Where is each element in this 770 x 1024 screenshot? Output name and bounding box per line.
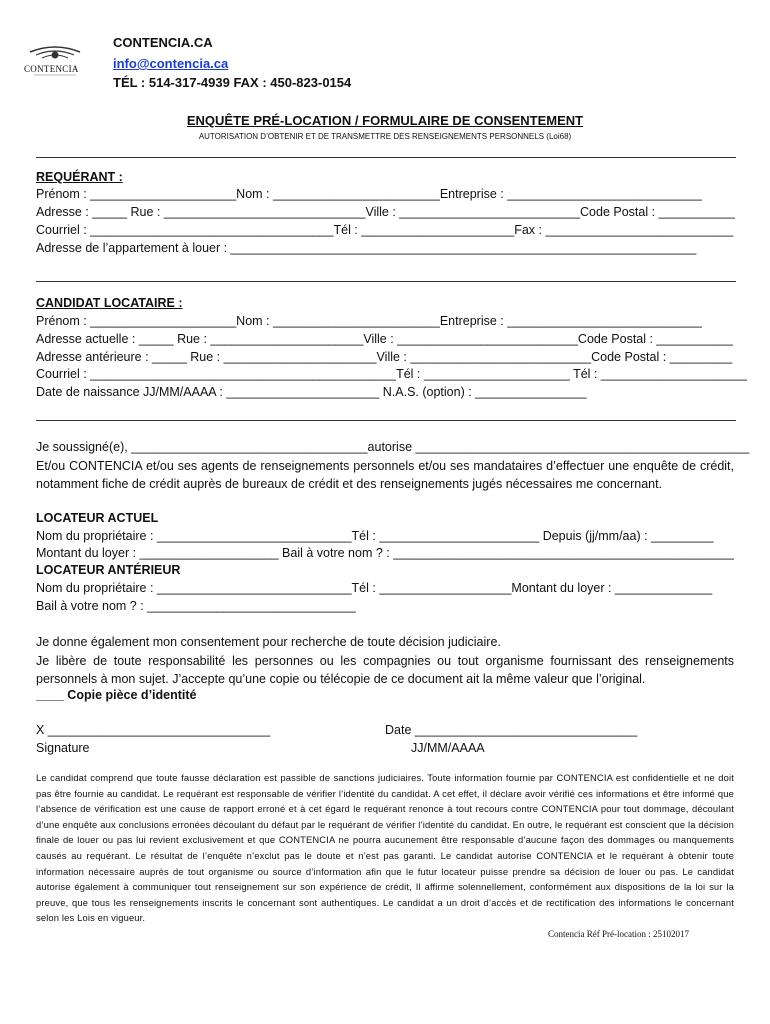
locateur-actuel-rent-line[interactable]: Montant du loyer : ____________________ Bail à votre nom ? : _________________________________________________ — [36, 546, 734, 560]
divider — [36, 281, 736, 282]
consent-line[interactable]: Je soussigné(e), __________________________________autorise ________________________________________________ — [36, 440, 750, 454]
id-copy-blank[interactable]: ____ — [36, 688, 64, 702]
liability-paragraph: Je libère de toute responsabilité les personnes ou les compagnies ou tout organisme fournissant des renseignements personnels à mon sujet. J’accepte qu’une copie ou télécopie de ce document ait la même valeur que l’original. — [36, 654, 734, 686]
locateur-anterieur-owner-line[interactable]: Nom du propriétaire : ____________________________Tél : ___________________Montant du loyer : ______________ — [36, 581, 713, 595]
contencia-logo — [22, 40, 88, 86]
company-name: CONTENCIA.CA — [113, 35, 213, 50]
candidat-line-birthdate[interactable]: Date de naissance JJ/MM/AAAA : ______________________ N.A.S. (option) : ________________ — [36, 385, 587, 399]
candidat-line-name[interactable]: Prénom : _____________________Nom : ________________________Entreprise : ____________________________ — [36, 314, 702, 328]
form-title: ENQUÊTE PRÉ-LOCATION / FORMULAIRE DE CONSENTEMENT — [186, 113, 584, 128]
requerant-line-name[interactable]: Prénom : _____________________Nom : ________________________Entreprise : ____________________________ — [36, 187, 702, 201]
date-field[interactable]: Date ________________________________ — [385, 723, 638, 737]
locateur-actuel-heading: LOCATEUR ACTUEL — [36, 511, 159, 525]
id-copy-label: Copie pièce d’identité — [67, 688, 197, 702]
divider — [36, 420, 736, 421]
locateur-actuel-owner-line[interactable]: Nom du propriétaire : ____________________________Tél : _______________________ Depuis (jj/mm/aa) : _________ — [36, 529, 714, 543]
requerant-line-address[interactable]: Adresse : _____ Rue : _____________________________Ville : __________________________Code Postal : ___________ — [36, 205, 736, 219]
email-link[interactable]: info@contencia.ca — [113, 56, 229, 71]
requerant-heading: REQUÉRANT : — [36, 170, 123, 184]
candidat-line-current-address[interactable]: Adresse actuelle : _____ Rue : ______________________Ville : __________________________Code Postal : ___________ — [36, 332, 733, 346]
locateur-anterieur-lease-line[interactable]: Bail à votre nom ? : ______________________________ — [36, 599, 356, 613]
divider — [36, 157, 736, 158]
logo-emblem-icon — [22, 40, 88, 86]
requerant-line-apartment[interactable]: Adresse de l’appartement à louer : ___________________________________________________________________ — [36, 241, 697, 255]
disclaimer-paragraph: Le candidat comprend que toute fausse déclaration est passible de sanctions judiciaires. Toute information fournie par CONTENCIA est confidentielle et ne doit pas être fournie au candidat. Le requérant est responsable de vérifier l’identité du candidat. A cet effet, il déclare avoir vérifié ces informations et être informé que l’absence de vérification est une cause de rapport erroné et à cet égard le requérant renonce à tout recours contre CONTENCIA pour tout dommage, découlant d’une enquête aux conclusions erronées découlant du défaut par le requérant de vérifier l’identité du candidat. En outre, le requérant est conscient que la décision finale de louer ou pas lui revient exclusivement et que CONTENCIA ne pourra aucunement être responsable d’aucune façon des dommages ou manquements causés au requérant. Le résultat de l’enquête n’exclut pas le doute et n’est pas garanti. Le candidat autorise CONTENCIA et le requérant à obtenir toute information nécessaire auprès de tout organisme ou source d’information afin que le futur locateur puisse prendre sa décision de louer ou pas. Le candidat autorise également à communiquer tout renseignement sur son expérience de crédit, Il affirme solennellement, conformément aux dispositions de la loi sur la preuve, que tous les renseignements inscrits le concernant sont authentiques. Le candidat a un droit d’accès et de rectification des informations le concernant selon les Lois en vigueur. — [36, 772, 734, 924]
judicial-consent-line: Je donne également mon consentement pour recherche de toute décision judiciaire. — [36, 635, 501, 649]
logo-text: CONTENCIA — [24, 64, 79, 74]
date-format-label: JJ/MM/AAAA — [411, 741, 485, 755]
candidat-line-previous-address[interactable]: Adresse antérieure : _____ Rue : ______________________Ville : __________________________Code Postal : _________ — [36, 350, 733, 364]
requerant-line-contact[interactable]: Courriel : ___________________________________Tél : ______________________Fax : ___________________________ — [36, 223, 734, 237]
id-copy-checkline[interactable] — [36, 688, 196, 702]
reference-number: Contencia Réf Pré-location : 25102017 — [548, 929, 689, 939]
consent-paragraph: Et/ou CONTENCIA et/ou ses agents de renseignements personnels et/ou ses mandataires d’effectuer une enquête de crédit, notamment fiche de crédit auprès de bureaux de crédit et des renseignements jugés nécessaires me concernant. — [36, 459, 734, 491]
signature-field[interactable]: X ________________________________ — [36, 723, 271, 737]
signature-label: Signature — [36, 741, 90, 755]
candidat-line-contact[interactable]: Courriel : ____________________________________________Tél : _____________________ Tél : _____________________ — [36, 367, 747, 381]
locateur-anterieur-heading: LOCATEUR ANTÉRIEUR — [36, 563, 181, 577]
phone-fax: TÉL : 514-317-4939 FAX : 450-823-0154 — [113, 75, 352, 90]
candidat-heading: CANDIDAT LOCATAIRE : — [36, 296, 183, 310]
form-subtitle: AUTORISATION D’OBTENIR ET DE TRANSMETTRE DES RENSEIGNEMENTS PERSONNELS (Loi68) — [198, 132, 572, 141]
